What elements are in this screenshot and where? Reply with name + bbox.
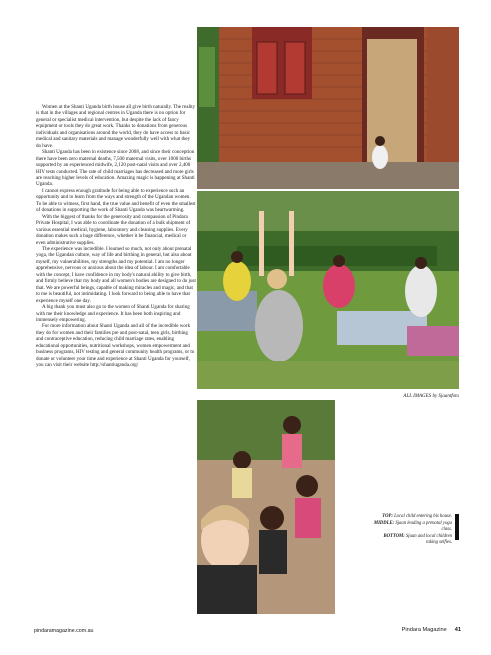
photo-caption [372, 514, 452, 547]
photo-credit: ALL IMAGES by Sjaantfoto [403, 394, 459, 399]
footer-magazine [402, 627, 461, 633]
photo-children-selfie [197, 400, 335, 614]
photo-house-child [197, 27, 459, 189]
article-paragraph: Women at the Shanti Uganda birth house all give birth naturally. The reality is that in the villages and regional centres in Uganda there is no option for general or specialist medical intervention, but despite the lack of fancy equipment or tools they do great work. Thanks to donations from generous individuals and organisations around the world, they do have access to basic medical and sanitary materials and manage wonderfully well with what they do have. [36, 104, 196, 149]
article-body [36, 104, 196, 369]
caption-bottom [372, 534, 452, 547]
caption-top [372, 514, 452, 521]
article-paragraph: For more information about Shanti Uganda and all of the incredible work they do for women and their families pre and post-natal, teen girls, birthing and contraceptive education, reducing child marriage rates, enabling educational opportunities, nutritional workshops, women empowerment and business programs, HIV testing and general community health programs, or to donate or volunteer your time and experience at Shanti Uganda for yourself, you can visit their website http://shantiuganda.org/ [36, 323, 195, 369]
caption-bottom-text: Sjaan and local children taking selfies. [405, 533, 452, 546]
caption-middle [372, 521, 452, 534]
article-paragraph: The experience was incredible. I learned so much, not only about prenatal yoga, the Ugandan culture, way of life and birthing in general, but also about myself, my vulnerabilities, my strengths and my potential. I am no longer apprehensive, nervous or anxious about the idea of labour. I am comfortable with the concept, I have confidence in my body's natural ability to give birth, and firmly believe that my body and all women's bodies are designed to do just that. We are powerful beings, capable of making miracles and magic, and that to me is beautiful, not intimidating. I look forward to being able to have that experience myself one day. [36, 245, 196, 304]
article-paragraph: A big thank you must also go to the women of Shanti Uganda for sharing with me their knowledge and experience. It has been both inspiring and immensely empowering. [36, 304, 190, 323]
article-paragraph: With the biggest of thanks for the generosity and compassion of Pindara Private Hospital, I was able to coordinate the donation of a bulk shipment of various essential medical, hygiene, laboratory and cleaning supplies. Every donation makes such a huge difference, whether it be financial, medical or even administrative supplies. [36, 213, 191, 246]
caption-middle-text: Sjaan leading a prenatal yoga class. [395, 520, 452, 533]
caption-middle-label: MIDDLE: [373, 520, 395, 526]
caption-top-label: TOP: [382, 514, 393, 519]
caption-top-text: Local child entering his house. [394, 514, 452, 519]
footer-magazine-name: Pindara Magazine [401, 627, 447, 633]
article-paragraph: I cannot express enough gratitude for being able to experience such an opportunity and to learn from the ways and strength of the Ugandan women. To be able to witness, first hand, the true value and benefit of even the smallest of donations in supporting the work of Shanti Uganda was heartwarming. [36, 187, 196, 214]
article-paragraph: Shanti Uganda has been in existence since 2008, and since their conception there have been zero maternal deaths, 7,500 maternal visits, over 1000 births supported by an experienced midwife, 2,120 post-natal visits and over 2,400 HIV tests conducted. The rate of child marriages has decreased and more girls are reaching higher levels of education. Amazing magic is happening at Shanti Uganda. [36, 149, 195, 188]
photo-yoga-class [197, 191, 459, 389]
caption-bottom-label: BOTTOM: [383, 533, 405, 539]
page-number: 41 [454, 627, 461, 633]
caption-accent-bar [455, 514, 459, 540]
footer-website: pindaramagazine.com.au [34, 628, 94, 634]
